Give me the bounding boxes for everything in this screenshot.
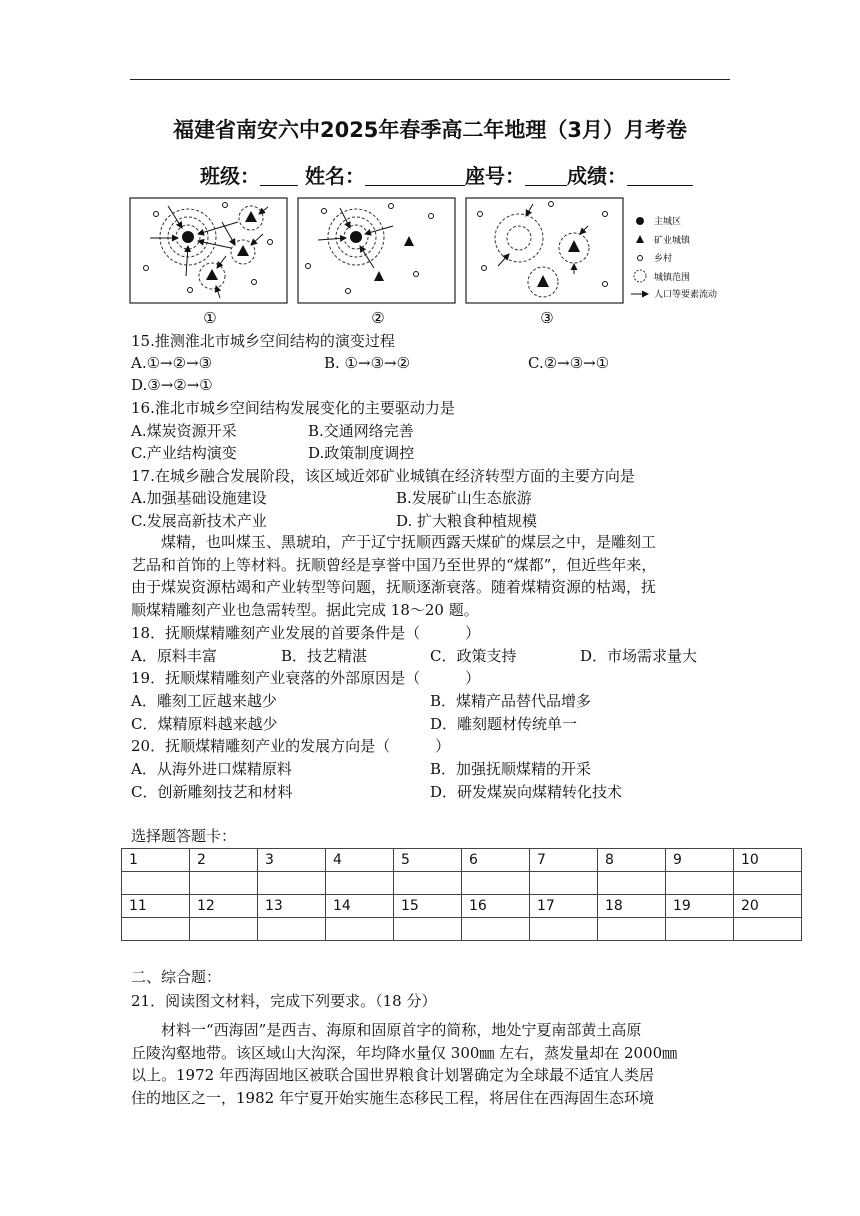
q21-stem: 21．阅读图文材料，完成下列要求。（18 分）	[131, 992, 437, 1010]
q19-option-b: B．煤精产品替代品增多	[430, 692, 592, 710]
question-number-cell: 18	[598, 895, 666, 918]
q18-stem: 18．抚顺煤精雕刻产业发展的首要条件是（ ）	[131, 624, 481, 642]
answer-cell[interactable]	[122, 918, 190, 941]
answer-cell[interactable]	[462, 872, 530, 895]
q15-option-c: C.②→③→①	[528, 354, 610, 372]
question-number-cell: 7	[530, 849, 598, 872]
passage-line: 煤精，也叫煤玉、黑琥珀，产于辽宁抚顺西露天煤矿的煤层之中，是雕刻工	[161, 533, 657, 551]
question-number-cell: 2	[190, 849, 258, 872]
mining-town-legend-icon	[636, 235, 644, 243]
q18-option-d: D．市场需求量大	[580, 647, 698, 665]
answer-cell[interactable]	[258, 918, 326, 941]
question-number-cell: 13	[258, 895, 326, 918]
name-label: 姓名：	[304, 164, 365, 188]
header-rule	[130, 79, 730, 80]
answer-cell[interactable]	[734, 918, 802, 941]
answer-cell[interactable]	[598, 872, 666, 895]
answer-cell[interactable]	[326, 918, 394, 941]
legend-mining-town: 矿业城镇	[654, 236, 691, 246]
question-number-cell: 6	[462, 849, 530, 872]
panel-2	[298, 198, 455, 303]
question-number-cell: 16	[462, 895, 530, 918]
legend-town-range: 城镇范围	[654, 273, 691, 283]
legend-flow: 人口等要素流动	[654, 290, 718, 300]
q16-option-d: D.政策制度调控	[308, 444, 415, 462]
answer-card-number-row	[122, 849, 802, 872]
panel-1-label: ①	[203, 309, 217, 327]
panel-1	[130, 198, 287, 303]
q19-option-a: A．雕刻工匠越来越少	[131, 692, 277, 710]
legend-main-city: 主城区	[654, 217, 682, 227]
name-blank[interactable]	[365, 165, 465, 186]
q20-option-d: D．研发煤炭向煤精转化技术	[430, 783, 623, 801]
passage-line: 顺煤精雕刻产业也急需转型。据此完成 18～20 题。	[131, 600, 479, 619]
q21-material	[131, 1019, 731, 1109]
answer-cell[interactable]	[394, 872, 462, 895]
seat-label: 座号：	[464, 164, 525, 188]
answer-cell[interactable]	[598, 918, 666, 941]
question-number-cell: 4	[326, 849, 394, 872]
question-number-cell: 5	[394, 849, 462, 872]
material-line: 丘陵沟壑地带。该区域山大沟深，年均降水量仅 300㎜ 左右，蒸发量却在 2000㎜	[131, 1043, 678, 1062]
q15-option-a: A.①→②→③	[131, 354, 213, 372]
answer-card-answer-row	[122, 918, 802, 941]
q15-stem: 15.推测淮北市城乡空间结构的演变过程	[131, 332, 395, 350]
answer-cell[interactable]	[326, 872, 394, 895]
question-number-cell: 12	[190, 895, 258, 918]
material-line: 材料一“西海固”是西吉、海原和固原首字的简称，地处宁夏南部黄土高原	[161, 1021, 642, 1039]
q17-stem: 17.在城乡融合发展阶段，该区域近郊矿业城镇在经济转型方面的主要方向是	[131, 467, 635, 485]
q15-option-d: D.③→②→①	[131, 376, 213, 394]
exam-title: 福建省南安六中2025年春季高二年地理（3月）月考卷	[172, 118, 688, 142]
q16-option-b: B.交通网络完善	[308, 422, 414, 440]
passage-line: 由于煤炭资源枯竭和产业转型等问题，抚顺逐渐衰落。随着煤精资源的枯竭，抚	[131, 578, 657, 596]
q16-option-c: C.产业结构演变	[131, 444, 237, 462]
q19-stem: 19．抚顺煤精雕刻产业衰落的外部原因是（ ）	[131, 669, 481, 687]
q18-option-c: C．政策支持	[430, 647, 517, 665]
answer-cell[interactable]	[462, 918, 530, 941]
material-line: 以上。1972 年西海固地区被联合国世界粮食计划署确定为全球最不适宜人类居	[131, 1066, 654, 1084]
student-info-line	[200, 160, 693, 189]
question-number-cell: 10	[734, 849, 802, 872]
question-number-cell: 19	[666, 895, 734, 918]
material-line: 住的地区之一，1982 年宁夏开始实施生态移民工程，将居住在西海固生态环境	[131, 1088, 654, 1107]
urban-rural-structure-figure	[128, 196, 733, 328]
q20-stem: 20．抚顺煤精雕刻产业的发展方向是（ ）	[131, 737, 451, 755]
answer-cell[interactable]	[122, 872, 190, 895]
answer-cell[interactable]	[258, 872, 326, 895]
village-legend-icon	[638, 256, 643, 261]
answer-cell[interactable]	[666, 918, 734, 941]
score-blank[interactable]	[627, 165, 693, 186]
q17-option-b: B.发展矿山生态旅游	[396, 489, 532, 507]
q16-option-a: A.煤炭资源开采	[131, 422, 237, 440]
answer-cell[interactable]	[530, 918, 598, 941]
question-number-cell: 9	[666, 849, 734, 872]
answer-card-table	[121, 848, 802, 941]
q20-option-c: C．创新雕刻技艺和材料	[131, 783, 293, 801]
answer-card-answer-row	[122, 872, 802, 895]
coal-jade-passage	[131, 531, 731, 621]
panel-3	[466, 198, 623, 303]
q20-option-b: B．加强抚顺煤精的开采	[430, 760, 592, 778]
question-number-cell: 20	[734, 895, 802, 918]
section2-heading: 二、综合题：	[131, 968, 222, 986]
legend-village: 乡村	[654, 254, 673, 264]
q18-option-b: B．技艺精湛	[281, 647, 368, 665]
class-label: 班级：	[200, 164, 260, 188]
answer-cell[interactable]	[530, 872, 598, 895]
class-blank[interactable]	[260, 165, 298, 186]
panel-3-label: ③	[540, 309, 554, 327]
q19-option-d: D．雕刻题材传统单一	[430, 715, 578, 733]
question-number-cell: 17	[530, 895, 598, 918]
question-number-cell: 15	[394, 895, 462, 918]
answer-cell[interactable]	[190, 872, 258, 895]
main-city-legend-icon	[636, 217, 644, 225]
question-number-cell: 14	[326, 895, 394, 918]
q16-stem: 16.淮北市城乡空间结构发展变化的主要驱动力是	[131, 399, 455, 417]
answer-cell[interactable]	[666, 872, 734, 895]
passage-line: 艺品和首饰的上等材料。抚顺曾经是享誉中国乃至世界的“煤都”，但近些年来，	[131, 555, 657, 574]
answer-cell[interactable]	[394, 918, 462, 941]
answer-cell[interactable]	[190, 918, 258, 941]
figure-legend	[631, 215, 717, 300]
answer-cell[interactable]	[734, 872, 802, 895]
q18-option-a: A．原料丰富	[131, 647, 217, 665]
question-number-cell: 1	[122, 849, 190, 872]
town-range-legend-icon	[634, 270, 646, 282]
score-label: 成绩：	[566, 164, 627, 188]
q19-option-c: C．煤精原料越来越少	[131, 715, 278, 733]
answer-card-number-row	[122, 895, 802, 918]
q15-option-b: B. ①→③→②	[324, 354, 411, 372]
question-number-cell: 3	[258, 849, 326, 872]
q17-option-c: C.发展高新技术产业	[131, 512, 267, 530]
q17-option-d: D. 扩大粮食种植规模	[396, 512, 538, 530]
question-number-cell: 8	[598, 849, 666, 872]
seat-blank[interactable]	[525, 165, 567, 186]
question-number-cell: 11	[122, 895, 190, 918]
q17-option-a: A.加强基础设施建设	[131, 489, 267, 507]
q20-option-a: A．从海外进口煤精原料	[131, 760, 292, 778]
answer-card-label: 选择题答题卡：	[131, 827, 237, 845]
panel-2-label: ②	[371, 309, 385, 327]
